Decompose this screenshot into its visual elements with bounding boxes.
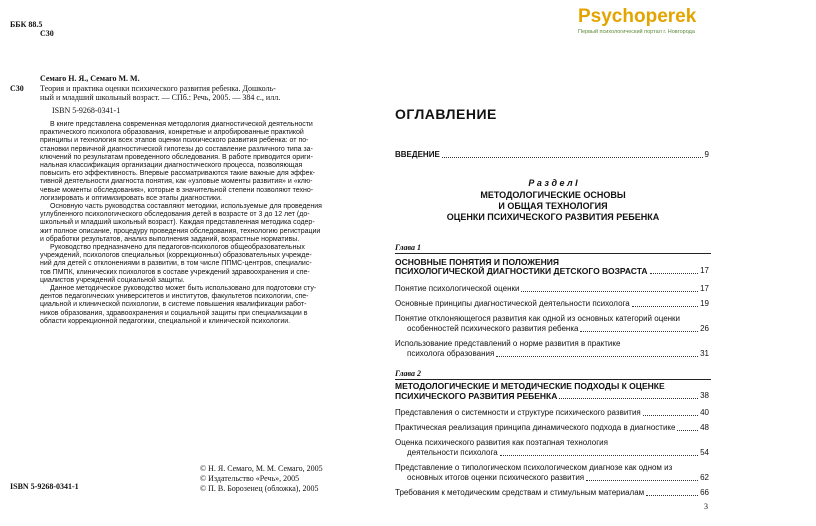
abstract-line: Руководство предназначено для педагогов-психологов общеобразовательных [50, 244, 305, 252]
abstract-line: В книге представлена современная методология диагностической деятельности [50, 121, 313, 128]
abstract-line: циалистов учреждений социальной защиты. [40, 276, 185, 284]
leader-dots [559, 397, 698, 399]
abstract-line: Основную часть руководства составляют методики, используемые для проведения [50, 203, 322, 211]
toc-item-line1[interactable]: Представление о типологическом психологическом диагнозе как одном из [395, 463, 673, 472]
toc-item-page: 62 [700, 473, 709, 482]
toc-item-label: Понятие психологической оценки [395, 284, 520, 293]
toc-item-row[interactable] [407, 473, 709, 483]
toc-item-line2: особенностей психического развития ребенка [407, 324, 579, 333]
toc-item-label: Практическая реализация принципа динамического подхода в диагностике [395, 423, 676, 432]
abstract-line: нальная классификация организации диагностического процесса, позволяющая [40, 162, 303, 170]
abstract-line: тивной деятельности диагноста понятия, как «узловые моменты развития» и «клю- [40, 178, 313, 186]
toc-item-page: 26 [700, 324, 709, 333]
chapter1-title-line1: ОСНОВНЫЕ ПОНЯТИЯ И ПОЛОЖЕНИЯ [395, 257, 560, 267]
toc-item-page: 66 [700, 488, 709, 497]
chapter1-title-row [395, 266, 709, 276]
toc-item-page: 19 [700, 299, 709, 308]
chapter2-label: Глава 2 [395, 369, 422, 378]
logo-text: Psychoperek [578, 6, 697, 27]
chapter2-title-line2: ПСИХИЧЕСКОГО РАЗВИТИЯ РЕБЕНКА [395, 391, 558, 401]
toc-body [395, 146, 711, 526]
abstract-line: и обработки результатов, анализ выполнения заданий, возрастные нормативы. [40, 235, 300, 243]
toc-intro [395, 150, 709, 160]
toc-item-line2: основных итогов оценки психического развития [407, 473, 585, 482]
toc-item-page: 17 [700, 284, 709, 293]
toc-item-label: Основные принципы диагностической деятельности психолога [395, 299, 630, 308]
book-title-line1: Теория и практика оценки психического развития ребенка. Дошколь- [40, 84, 276, 93]
chapter2-rule [395, 379, 711, 380]
abstract-line: становки первичной диагностической гипотезы до составление различного типа за- [40, 145, 313, 153]
toc-item-row[interactable] [395, 423, 709, 433]
leader-dots [442, 156, 703, 158]
abstract-line: школьный и младший школьный возраст). Каждая представленная методика содер- [40, 219, 315, 227]
copyright-line: © Н. Я. Семаго, М. М. Семаго, 2005 [200, 464, 323, 473]
side-code: С30 [10, 84, 24, 93]
leader-dots [521, 290, 698, 292]
toc-item-label: Представления о системности и структуре психического развития [395, 408, 641, 417]
section-label: Р а з д е л I [528, 178, 578, 188]
toc-item-row[interactable] [395, 299, 709, 309]
chapter1-page: 17 [700, 266, 709, 275]
abstract-line: ний для детей с отклонениями в развитии, в том числе ППМС-центров, специалис- [40, 260, 312, 268]
udc-code: С30 [40, 29, 54, 38]
toc-item-line2: психолога образования [407, 349, 495, 358]
abstract-line: тов ПМПК, клинических психологов в составе учреждений здравоохранения и спе- [40, 268, 310, 276]
abstract-line: циальной и клинической психологии, в системе повышения квалификации работ- [40, 301, 307, 309]
leader-dots [500, 454, 698, 456]
abstract-line: повысить его эффективность. Впервые рассматриваются такие важные для эффек- [40, 170, 315, 178]
toc-item-page: 31 [700, 349, 709, 358]
section-title-line1: МЕТОДОЛОГИЧЕСКИЕ ОСНОВЫ [480, 190, 626, 200]
abstract [40, 121, 340, 326]
abstract-line: учреждений, психологов специальных (коррекционных) образовательных учрежде- [40, 252, 312, 260]
leader-dots [580, 330, 698, 332]
toc-item-page: 54 [700, 448, 709, 457]
abstract-line: дентов педагогических университетов и институтов, факультетов психологии, спе- [40, 293, 309, 301]
abstract-line: области коррекционной педагогики, специальной и клинической психологии. [40, 317, 291, 325]
toc-title: ОГЛАВЛЕНИЕ [395, 106, 497, 122]
toc-item-row[interactable] [395, 488, 709, 498]
chapter1-rule [395, 253, 711, 254]
chapter2-title-line1: МЕТОДОЛОГИЧЕСКИЕ И МЕТОДИЧЕСКИЕ ПОДХОДЫ К ОЦЕНКЕ [395, 381, 665, 391]
leader-dots [632, 305, 698, 307]
isbn-bottom: ISBN 5-9268-0341-1 [10, 482, 79, 491]
toc-item-row[interactable] [395, 408, 709, 418]
toc-item-line1[interactable]: Использование представлений о норме развития в практике [395, 339, 621, 348]
copyright-block [200, 464, 323, 494]
leader-dots [646, 494, 698, 496]
toc-item-row[interactable] [395, 284, 709, 294]
abstract-line: логизировать и оптимизировать все этапы диагностики. [40, 194, 222, 202]
bbk-code: ББК 88.5 [10, 20, 43, 29]
section-title-line3: ОЦЕНКИ ПСИХИЧЕСКОГО РАЗВИТИЯ РЕБЕНКА [446, 212, 660, 222]
toc-intro-label: ВВЕДЕНИЕ [395, 150, 440, 159]
abstract-line: чевые моменты обследования», которые в значительной степени позволяют техно- [40, 186, 314, 194]
abstract-line: практического психолога образования, конкретные и апробированные практикой [40, 129, 304, 137]
toc-item-row[interactable] [407, 324, 709, 334]
leader-dots [650, 272, 699, 274]
leader-dots [496, 355, 698, 357]
logo-subtitle: Первый психологический портал г. Новгорода [578, 29, 695, 35]
toc-item-page: 40 [700, 408, 709, 417]
leader-dots [677, 429, 698, 431]
toc-item-line1[interactable]: Оценка психического развития как поэтапная технология [395, 438, 608, 447]
leader-dots [643, 414, 698, 416]
page-number: 3 [704, 502, 708, 511]
copyright-line: © П. В. Борозенец (обложка), 2005 [200, 484, 319, 493]
copyright-line: © Издательство «Речь», 2005 [200, 474, 300, 483]
isbn: ISBN 5-9268-0341-1 [52, 106, 121, 115]
book-title-line2: ный и младший школьный возраст. — СПб.: Речь, 2005. — 384 с., илл. [40, 93, 281, 102]
toc-item-row[interactable] [407, 448, 709, 458]
chapter1-title-line2: ПСИХОЛОГИЧЕСКОЙ ДИАГНОСТИКИ ДЕТСКОГО ВОЗРАСТА [395, 266, 648, 276]
abstract-line: Данное методическое руководство может быть использовано для подготовки сту- [50, 285, 317, 293]
chapter1-label: Глава 1 [395, 243, 422, 252]
left-page [0, 0, 380, 526]
toc-item-row[interactable] [407, 349, 709, 359]
abstract-line: ключений по результатам проведенного обследования. В работе приводится ориги- [40, 153, 313, 161]
author-line: Семаго Н. Я., Семаго М. М. [40, 74, 140, 83]
abstract-line: углубленного психологического обследования детей в возрасте от 3 до 12 лет (до- [40, 211, 310, 219]
toc-item-page: 48 [700, 423, 709, 432]
section-title-line2: И ОБЩАЯ ТЕХНОЛОГИЯ [498, 201, 608, 211]
leader-dots [586, 479, 698, 481]
psychoperek-logo [578, 6, 716, 40]
toc-item-label: Требования к методическим средствам и стимульным материалам [395, 488, 645, 497]
chapter2-title-row [395, 391, 709, 401]
toc-item-line2: деятельности психолога [407, 448, 498, 457]
abstract-line: ников образования, здравоохранения и социальной защиты при специализации в [40, 309, 308, 317]
abstract-line: жит полное описание, процедуру проведения обследования, технологию регистрации [40, 227, 321, 235]
abstract-line: принципы и технология всех этапов оценки психического развития ребенка: от по- [40, 137, 309, 145]
toc-item-line1[interactable]: Понятие отклоняющегося развития как одной из основных категорий оценки [395, 314, 681, 323]
toc-intro-page: 9 [704, 150, 709, 159]
chapter2-page: 38 [700, 391, 709, 400]
